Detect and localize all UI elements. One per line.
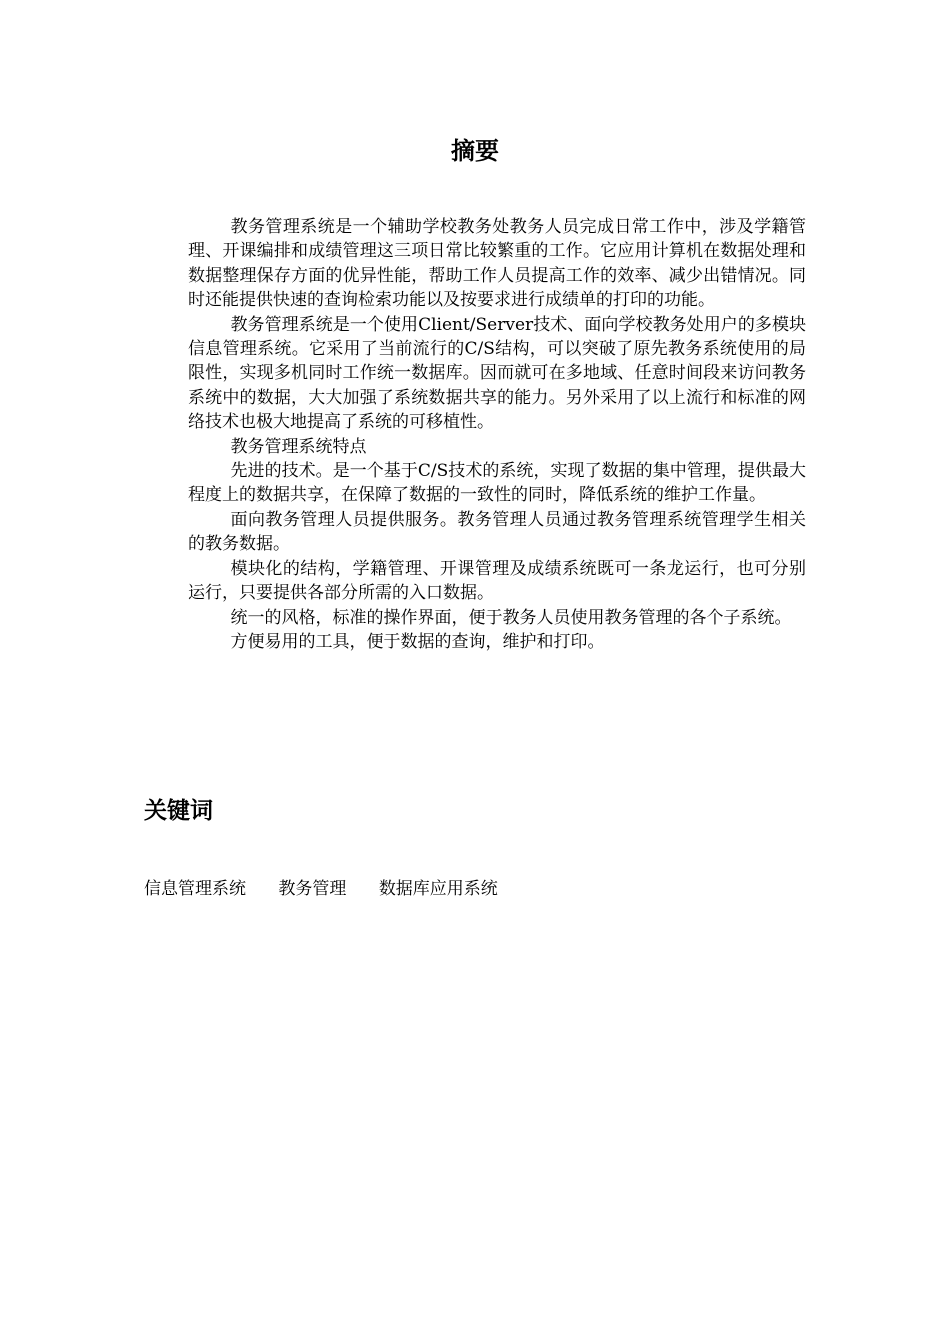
paragraph-intro: 教务管理系统是一个辅助学校教务处教务人员完成日常工作中，涉及学籍管理、开课编排和成绩管理这三项日常比较繁重的工作。它应用计算机在数据处理和数据整理保存方面的优异性能，帮助工作人员提高工作的效率、减少出错情况。同时还能提供快速的查询检索功能以及按要求进行成绩单的打印的功能。 — [188, 217, 806, 311]
abstract-body — [188, 215, 806, 654]
keyword-item: 信息管理系统 — [144, 879, 246, 899]
paragraph-feature-tools: 方便易用的工具，便于数据的查询，维护和打印。 — [230, 631, 605, 652]
paragraph-features-heading: 教务管理系统特点 — [230, 436, 367, 457]
paragraph-feature-technology: 先进的技术。是一个基于C/S技术的系统，实现了数据的集中管理，提供最大程度上的数据共享，在保障了数据的一致性的同时，降低系统的维护工作量。 — [188, 461, 806, 506]
keyword-item: 数据库应用系统 — [378, 879, 498, 899]
abstract-title: 摘要 — [451, 137, 499, 165]
keywords-list — [144, 876, 525, 902]
paragraph-feature-service: 面向教务管理人员提供服务。教务管理人员通过教务管理系统管理学生相关的教务数据。 — [188, 509, 806, 555]
paragraph-feature-style: 统一的风格，标准的操作界面，便于教务人员使用教务管理的各个子系统。 — [230, 607, 792, 628]
keywords-heading: 关键词 — [144, 798, 213, 824]
keyword-item: 教务管理 — [278, 879, 347, 899]
paragraph-feature-modular: 模块化的结构，学籍管理、开课管理及成绩系统既可一条龙运行，也可分别运行，只要提供各部分所需的入口数据。 — [188, 558, 806, 604]
paragraph-architecture: 教务管理系统是一个使用Client/Server技术、面向学校教务处用户的多模块信息管理系统。它采用了当前流行的C/S结构，可以突破了原先教务系统使用的局限性，实现多机同时工作统一数据库。因而就可在多地域、任意时间段来访问教务系统中的数据，大大加强了系统数据共享的能力。另外采用了以上流行和标准的网络技术也极大地提高了系统的可移植性。 — [188, 314, 806, 433]
